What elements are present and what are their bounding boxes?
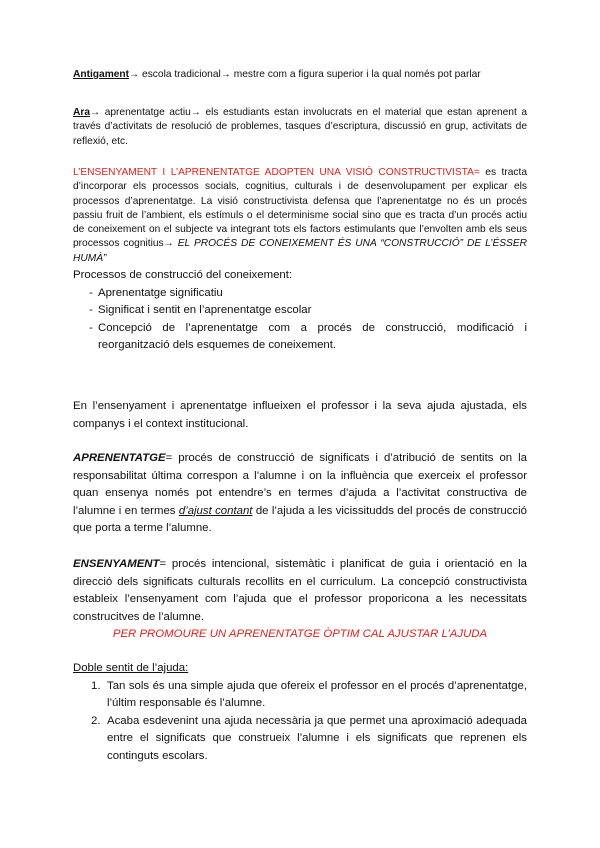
list-item: - Concepció de l’aprenentatge com a procés de construcció, modificació i reorganització dels esquemes de coneixement. [73,320,527,355]
paragraph-aprenentatge [73,450,527,538]
paragraph-influencies: En l’ensenyament i aprenentatge influeixen el professor i la seva ajuda ajustada, els companys i el context institucional. [73,400,527,430]
list-item [73,678,527,713]
paragraph-constructivisme [73,166,527,266]
label-ara: Ara [73,107,90,118]
list-doble-sentit [73,678,527,766]
list-processos [73,285,527,355]
list-item-text: Acaba esdevenint una ajuda necessària ja que permet una aproximació adequada entre el significats que construeix l’alumne i els significats que reprenen els continguts escolars. [107,714,527,762]
heading-constructivisme: L’ENSENYAMENT I L’APRENENTATGE ADOPTEN UNA VISIÓ CONSTRUCTIVISTA= [73,167,480,178]
highlight-ajuda: PER PROMOURE UN APRENENTATGE ÒPTIM CAL AJUSTAR L’AJUDA [112,628,488,641]
paragraph-ensenyament [73,556,527,626]
label-antigament: Antigament [73,69,130,80]
paragraph-ara [73,106,527,149]
list-number: 1. [91,679,101,692]
list-item-text: Tan sols és una simple ajuda que ofereix el professor en el procés d’aprenentatge, l’últim responsable és l’alumne. [107,679,527,710]
term-ensenyament: ENSENYAMENT [73,558,160,570]
text-antigament: → escola tradicional→ mestre com a figura superior i la qual només pot parlar [129,69,481,80]
list-item: - Significat i sentit en l’aprenentatge escolar [73,302,527,320]
list-number: 2. [91,714,101,727]
emphasis-ajust: d’ajust contant [178,504,253,517]
section-doble-sentit [73,660,527,766]
paragraph-antigament [73,68,527,82]
list-item: - Aprenentatge significatiu [73,285,527,303]
list-title-processos: Processos de construcció del coneixement: [73,269,293,281]
section-ensenyament [73,556,527,644]
list-title-doble-sentit: Doble sentit de l’ajuda: [73,662,189,674]
text-aprenentatge-a: = procés de construcció de significats i d’atribució de sentits on la responsabilitat última correspon a l’alumne i on la influència que exerceix el professor quan ensenya només pot entendre’s en termes d’ajuda a l’activitat constructiva de l’alumne i en termes [73,452,527,517]
emphasis-construccio: EL PROCÉS DE CONEIXEMENT ÉS UNA “CONSTRUCCIÓ” DE L’ÉSSER HUMÀ” [73,238,527,264]
term-aprenentatge: APRENENTATGE [73,452,166,464]
list-item [73,713,527,766]
text-ara: → aprenentatge actiu→ els estudiants estan involucrats en el material que estan aprenent a través d’activitats de resolució de problemes, tasques d’escriptura, discussió en grup, activitats de reflexió, etc. [73,107,527,147]
text-ensenyament: = procés intencional, sistemàtic i planificat de guia i orientació en la direcció dels significats culturals recollits en el curriculum. La concepció constructivista estableix l’ensenyament com l’ajuda que el professor proporicona a les necessitats construcitves de l’alumne. [73,558,527,623]
text-aprenentatge-b: de l’ajuda a les vicissitudds del procés de construcció que porta a terme l’alumne. [73,504,527,535]
section-processos [73,267,527,355]
text-constructivisme: es tracta d’incorporar els processos socials, cognitius, culturals i de desenvolupament per explicar els processos d’aprenentatge. La visió constructivista defensa que l’aprenentatge no és un procés passiu fruit de l’ambient, els estímuls o el determinisme social sino que es tracta d’un procés actiu de coneixement on el subjecte va integrant tots els factors estimulants que l’envolten amb els seus processos cognitius→ [73,167,527,250]
